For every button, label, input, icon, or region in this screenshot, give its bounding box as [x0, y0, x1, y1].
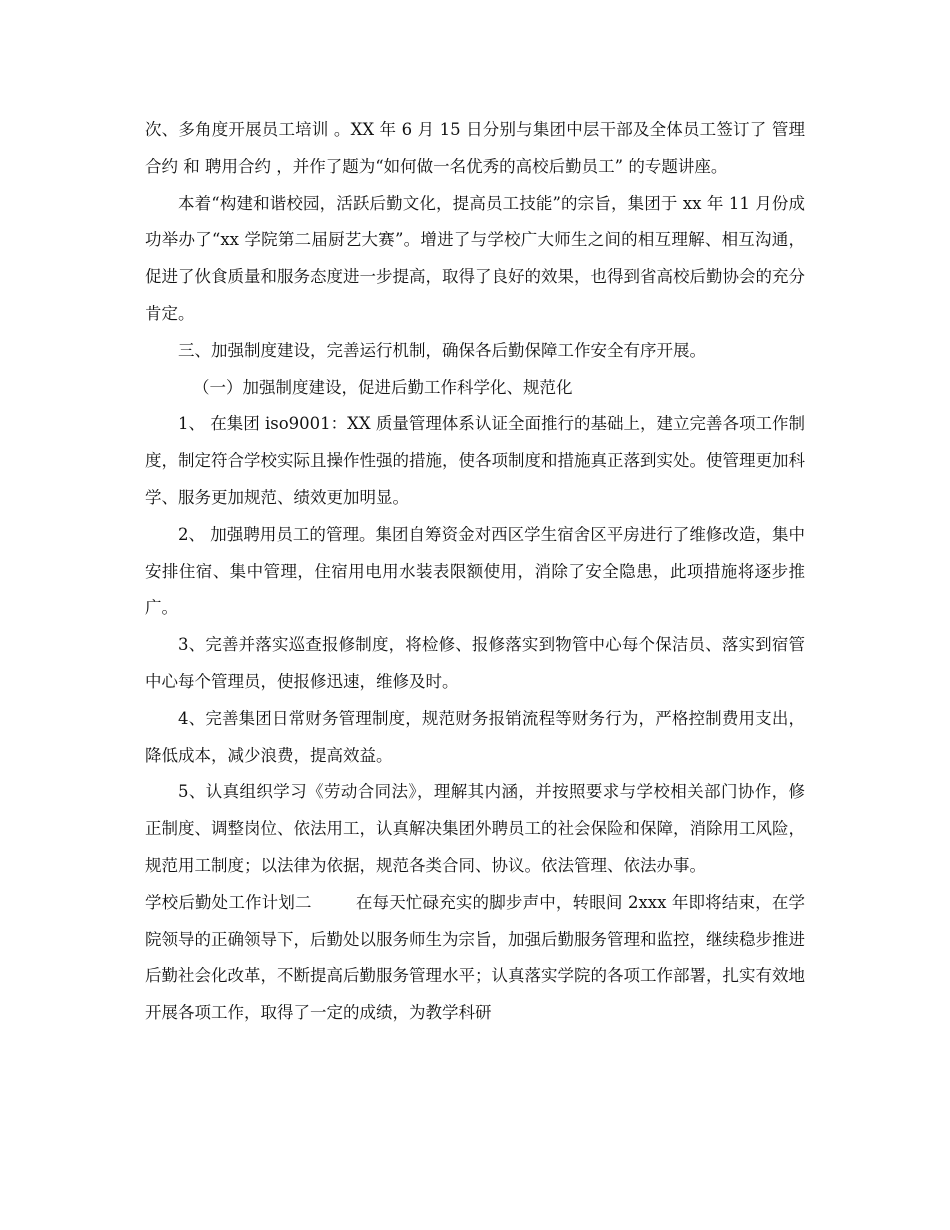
plan-title: 学校后勤处工作计划二 [145, 892, 312, 912]
list-item-5: 5、认真组织学习《劳动合同法》，理解其内涵，并按照要求与学校相关部门协作，修正制度、调整岗位、依法用工，认真解决集团外聘员工的社会保险和保障，消除用工风险，规范用工制度；以法律为依据，规范各类合同、协议。依法管理、依法办事。 [145, 782, 805, 875]
plan-intro-text: 在每天忙碌充实的脚步声中，转眼间 2xxx 年即将结束，在学院领导的正确领导下，后勤处以服务师生为宗旨，加强后勤服务管理和监控，继续稳步推进后勤社会化改革，不断提高后勤服务管理水平；认真落实学院的各项工作部署，扎实有效地开展各项工作，取得了一定的成绩，为教学科研 [145, 892, 806, 1023]
list-item-2: 2、 加强聘用员工的管理。集团自筹资金对西区学生宿舍区平房进行了维修改造，集中安排住宿、集中管理，住宿用电用水装表限额使用，消除了安全隐患，此项措施将逐步推广。 [145, 524, 805, 618]
document-body [145, 112, 805, 1032]
paragraph-staff-training: 次、多角度开展员工培训 。XX 年 6 月 15 日分别与集团中层干部及全体员工签订了 管理合约 和 聘用合约 ，并作了题为“如何做一名优秀的高校后勤员工” 的专题讲座。 [145, 120, 805, 176]
subsection-heading-1: （一）加强制度建设，促进后勤工作科学化、规范化 [193, 377, 573, 397]
paragraph-cooking-contest: 本着“构建和谐校园，活跃后勤文化，提高员工技能”的宗旨，集团于 xx 年 11 月份成功举办了“xx 学院第二届厨艺大赛”。增进了与学校广大师生之间的相互理解、相互沟通，促进了伙食质量和服务态度进一步提高，取得了良好的效果，也得到省高校后勤协会的充分肯定。 [145, 193, 805, 323]
list-item-3: 3、完善并落实巡查报修制度，将检修、报修落实到物管中心每个保洁员、落实到宿管中心每个管理员，使报修迅速，维修及时。 [145, 635, 805, 691]
list-item-1: 1、 在集团 iso9001：XX 质量管理体系认证全面推行的基础上，建立完善各项工作制度，制定符合学校实际且操作性强的措施，使各项制度和措施真正落到实处。使管理更加科学、服务更加规范、绩效更加明显。 [145, 414, 805, 507]
section-heading-3: 三、加强制度建设，完善运行机制，确保各后勤保障工作安全有序开展。 [178, 340, 706, 360]
paragraph-work-plan-two [145, 885, 805, 1032]
list-item-4: 4、完善集团日常财务管理制度，规范财务报销流程等财务行为，严格控制费用支出，降低成本，减少浪费，提高效益。 [145, 708, 805, 765]
